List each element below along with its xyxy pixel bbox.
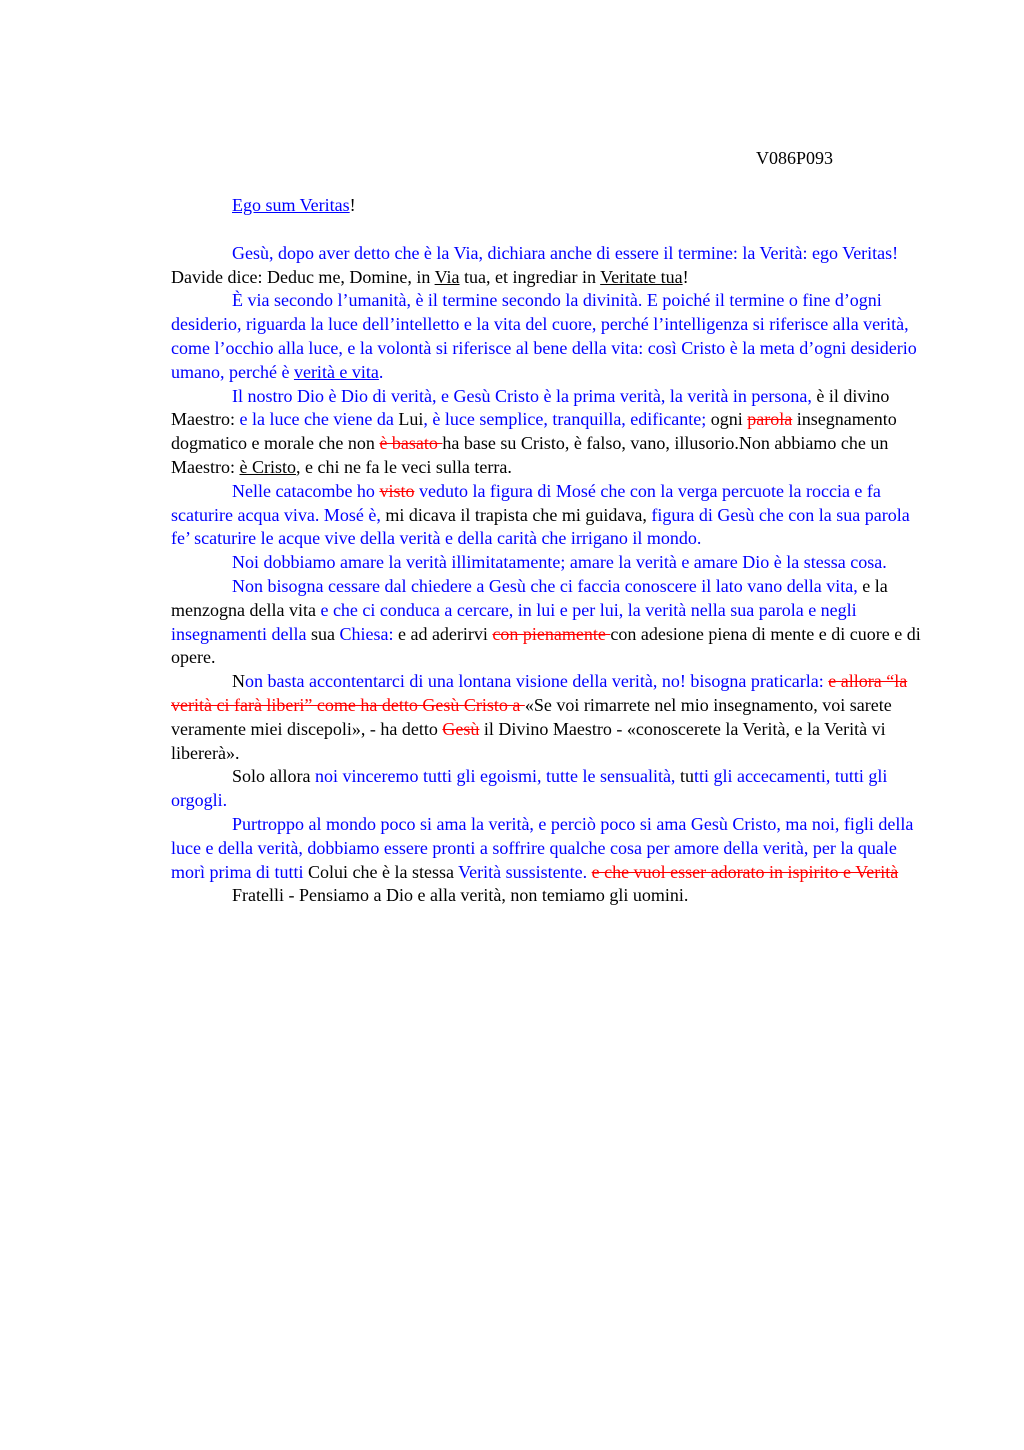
text-run: , è luce semplice, tranquilla, edificante;: [423, 409, 707, 430]
deleted-text: Gesù: [442, 718, 480, 739]
deleted-text: visto: [379, 480, 415, 501]
document-title: [171, 194, 931, 218]
page-code: V086P093: [756, 148, 834, 168]
paragraph: [171, 884, 931, 908]
text-run: è il divino Maestro:: [171, 385, 890, 430]
paragraph: [171, 670, 931, 765]
text-run: e la luce che viene da: [239, 409, 399, 430]
text-run: Solo allora: [232, 766, 315, 787]
text-run: Davide dice: Deduc me, Domine, in: [171, 266, 435, 287]
text-run: Noi dobbiamo amare la verità illimitatamente; amare la verità e amare Dio è la stessa cosa.: [232, 552, 887, 573]
text-run: con adesione piena di mente e di cuore e di opere.: [171, 623, 921, 668]
paragraph: [171, 551, 931, 575]
text-run: on basta accontentarci di una lontana visione della verità, no! bisogna praticarla:: [245, 671, 829, 692]
text-run: !: [349, 195, 356, 215]
text-run: Lui: [398, 409, 424, 430]
text-run: Purtroppo al mondo poco si ama la verità, e perciò poco si ama Gesù Cristo, ma noi, figli della luce e della verità, dobbiamo essere pronti a soffrire qualche cosa per amore della verità, per la quale morì prima di tutti: [171, 813, 914, 882]
deleted-text: e che vuol esser adorato in ispirito e Verità: [591, 861, 899, 882]
text-run: Il nostro Dio è Dio di verità, e Gesù Cristo è la prima verità, la verità in persona,: [232, 385, 812, 406]
text-run: e la menzogna della vita: [171, 575, 888, 620]
deleted-text: è basato: [379, 433, 443, 454]
deleted-text: parola: [747, 409, 793, 430]
text-run: tu: [679, 766, 694, 787]
text-run: figura di Gesù che con la sua parola fe’ scaturire le acque vive della verità e della carità che irrigano il mondo.: [171, 504, 910, 549]
paragraph: [171, 765, 931, 813]
text-run: e che ci conduca a cercare, in lui e per lui, la verità nella sua parola e negli insegnamenti della: [171, 599, 857, 644]
text-run: «Se voi rimarrete nel mio insegnamento, voi sarete veramente miei discepoli», - ha detto: [171, 694, 892, 739]
paragraph: [171, 480, 931, 551]
text-run: Nelle catacombe ho: [232, 480, 380, 501]
underlined-text: Veritate tua: [600, 266, 683, 287]
text-run: Verità sussistente.: [458, 861, 588, 882]
text-run: , e chi ne fa le veci sulla terra.: [295, 456, 512, 477]
paragraph: [171, 289, 931, 384]
text-run: il Divino Maestro - «conoscerete la Verità, e la Verità vi libererà».: [171, 718, 886, 763]
text-run: tti gli accecamenti, tutti gli orgogli.: [171, 766, 888, 811]
text-run: sua: [310, 623, 340, 644]
text-run: ha base su Cristo, è falso, vano, illusorio.Non abbiamo che un Maestro:: [171, 433, 889, 477]
text-run: N: [232, 671, 245, 692]
text-run: ogni: [706, 409, 748, 430]
text-run: Non bisogna cessare dal chiedere a Gesù che ci faccia conoscere il lato vano della vita,: [232, 575, 858, 596]
paragraph: [171, 242, 931, 290]
text-run: e ad aderirvi: [393, 623, 493, 644]
underlined-text: verità e vita: [293, 361, 379, 382]
text-run: Gesù, dopo aver detto che è la Via, dichiara anche di essere il termine: la Verità: ego Veritas!: [232, 242, 899, 263]
text-run: noi vinceremo tutti gli egoismi, tutte le sensualità,: [315, 766, 680, 787]
text-run: insegnamento dogmatico e morale che non: [171, 409, 897, 454]
text-run: Fratelli - Pensiamo a Dio e alla verità, non temiamo gli uomini.: [232, 885, 689, 906]
underlined-text: è Cristo: [239, 456, 296, 477]
text-run: Colui che è la stessa: [308, 861, 459, 882]
underlined-text: Ego sum Veritas: [232, 195, 350, 215]
deleted-text: con pienamente: [492, 623, 611, 644]
text-run: tua, et ingrediar in: [459, 266, 601, 287]
paragraph: [171, 385, 931, 480]
text-run: Chiesa:: [339, 623, 394, 644]
deleted-text: e allora “la verità ci farà liberi” come ha detto Gesù Cristo a: [171, 671, 908, 715]
text-run: .: [378, 361, 384, 382]
paragraph: [171, 813, 931, 884]
text-run: mi dicava il trapista che mi guidava,: [380, 504, 647, 525]
text-run: veduto la figura di Mosé che con la verga percuote la roccia e fa scaturire acqua viva. Mosé è,: [171, 480, 881, 525]
document-body: [171, 194, 931, 908]
underlined-text: Via: [434, 266, 460, 287]
text-run: È via secondo l’umanità, è il termine secondo la divinità. E poiché il termine o fine d’ogni desiderio, riguarda la luce dell’intelletto e la vita del cuore, perché l’intelligenza si riferisce alla verità, come l’occhio alla luce, e la volontà si riferisce al bene della vita: così Cristo è la meta d’ogni desiderio umano, perché è: [171, 290, 917, 382]
paragraph: [171, 575, 931, 670]
text-run: !: [682, 266, 689, 287]
